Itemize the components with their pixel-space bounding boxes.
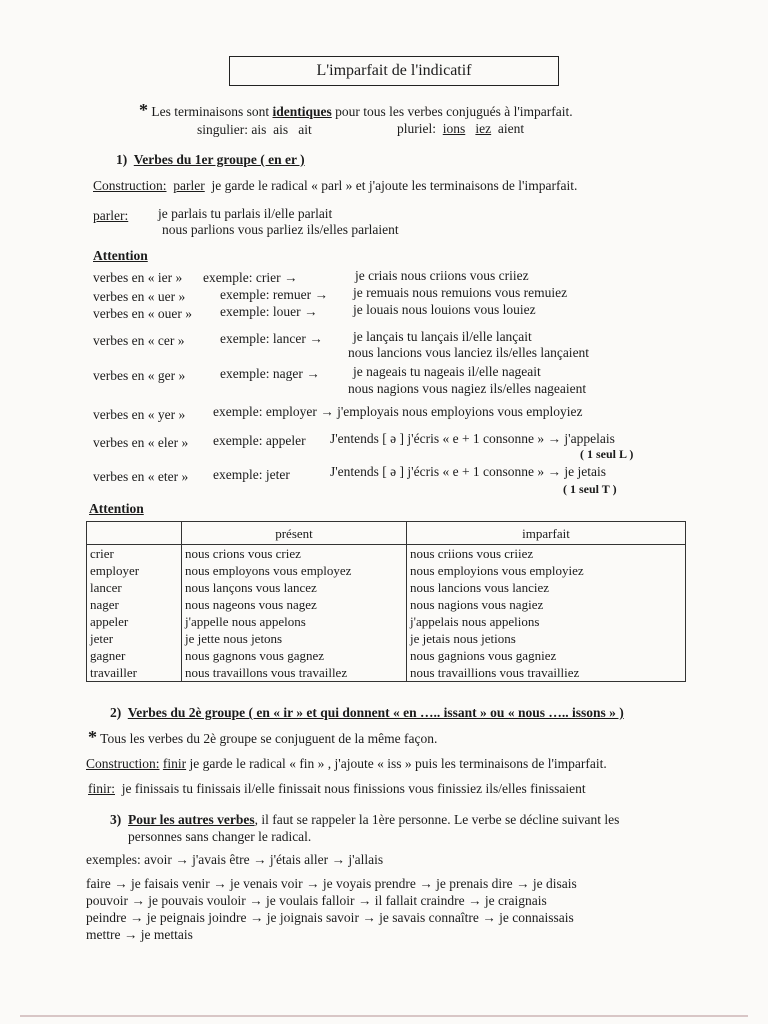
section2-note-line (88, 727, 437, 748)
section1-heading-line (116, 152, 305, 168)
table-cell-imparfait: je jetais nous jetions (407, 630, 686, 647)
section3-line-2: pouvoir → je pouvais vouloir → je voulais falloir → il fallait craindre → je craignais (86, 893, 547, 908)
note-eter: ( 1 seul T ) (563, 482, 617, 496)
construction-text: je garde le radical « fin » , j'ajoute « iss » puis les terminaisons de l'imparfait. (189, 756, 607, 771)
forms-uer: je remuais nous remuions vous remuiez (353, 285, 568, 300)
section2-construction (86, 756, 607, 772)
construction-verb: parler (173, 178, 205, 193)
example-text: je finissais tu finissais il/elle finissait nous finissions vous finissiez ils/elles finissaient (121, 781, 586, 796)
table-cell-verb: employer (87, 562, 182, 579)
table-row (87, 630, 686, 647)
table-cell-verb: lancer (87, 579, 182, 596)
page-title: L'imparfait de l'indicatif (316, 62, 472, 79)
section1-number: 1) (116, 152, 128, 167)
attention-label-2: Attention (89, 501, 144, 516)
table-cell-present: j'appelle nous appelons (182, 613, 407, 630)
section3-line-3: peindre → je peignais joindre → je joignais savoir → je savais connaître → je connaissais (86, 910, 574, 925)
table-cell-verb: crier (87, 545, 182, 563)
section2-number: 2) (110, 705, 122, 720)
table-header-verb (87, 522, 182, 545)
section1-construction (93, 178, 577, 194)
table-cell-present: nous nageons vous nagez (182, 596, 407, 613)
example-line-1: je parlais tu parlais il/elle parlait (158, 206, 333, 221)
table-header-imparfait: imparfait (407, 522, 686, 545)
table-header-row (87, 522, 686, 545)
table-cell-verb: travailler (87, 664, 182, 682)
section2-note: Tous les verbes du 2è groupe se conjuguent de la même façon. (100, 731, 438, 746)
ending-ger: verbes en « ger » (93, 368, 186, 383)
table-header-present: présent (182, 522, 407, 545)
table-cell-present: nous lançons vous lancez (182, 579, 407, 596)
forms-ger-1: je nageais tu nageais il/elle nageait (353, 364, 541, 379)
example-cer: exemple: lancer → (220, 331, 323, 346)
table-cell-imparfait: nous nagions vous nagiez (407, 596, 686, 613)
asterisk-icon: * (139, 100, 148, 120)
example-yer: exemple: employer → j'employais nous employions vous employiez (213, 404, 583, 419)
intro-line (139, 100, 573, 121)
section1-example (93, 208, 128, 224)
section3-line-1: faire → je faisais venir → je venais voir → je voyais prendre → je prenais dire → je disais (86, 876, 577, 891)
singular-endings (197, 122, 312, 138)
table-row (87, 596, 686, 613)
table-cell-present: je jette nous jetons (182, 630, 407, 647)
section3-number: 3) (110, 812, 122, 827)
forms-cer-2: nous lancions vous lanciez ils/elles lançaient (348, 345, 590, 360)
table-cell-imparfait: nous criions vous criiez (407, 545, 686, 563)
plural-ending-3: aient (497, 121, 525, 136)
singular-ending-2: ais (273, 122, 289, 137)
plural-ending-1: ions (442, 121, 466, 136)
ending-eler: verbes en « eler » (93, 435, 189, 450)
construction-label: Construction: (93, 178, 167, 193)
table-cell-verb: nager (87, 596, 182, 613)
example-ouer: exemple: louer → (220, 304, 318, 319)
example-ier: exemple: crier → (203, 270, 298, 285)
ending-yer: verbes en « yer » (93, 407, 186, 422)
singular-label: singulier: ais (197, 122, 267, 137)
section3-heading-line (110, 812, 619, 828)
ending-uer: verbes en « uer » (93, 289, 186, 304)
example-line-2: nous parlions vous parliez ils/elles parlaient (162, 222, 399, 237)
example-eter: exemple: jeter (213, 467, 290, 482)
table-cell-present: nous gagnons vous gagnez (182, 647, 407, 664)
example-eler: exemple: appeler (213, 433, 306, 448)
intro-text-before: Les terminaisons sont (151, 104, 270, 119)
table-row (87, 579, 686, 596)
example-label: parler: (93, 208, 129, 223)
table-cell-present: nous travaillons vous travaillez (182, 664, 407, 682)
singular-ending-3: ait (298, 122, 312, 137)
forms-ouer: je louais nous louions vous louiez (353, 302, 536, 317)
table-cell-imparfait: nous gagnions vous gagniez (407, 647, 686, 664)
table-cell-imparfait: nous employions vous employiez (407, 562, 686, 579)
page-edge-mark (20, 1015, 748, 1017)
section3-examples: exemples: avoir → j'avais être → j'étais aller → j'allais (86, 852, 384, 867)
example-ger: exemple: nager → (220, 366, 320, 381)
table-row (87, 664, 686, 682)
ending-cer: verbes en « cer » (93, 333, 185, 348)
table-cell-verb: appeler (87, 613, 182, 630)
section3-heading: Pour les autres verbes (128, 812, 255, 827)
table-cell-present: nous employons vous employez (182, 562, 407, 579)
rule-eter: J'entends [ ə ] j'écris « e + 1 consonne » → je jetais (330, 464, 607, 479)
table-row (87, 545, 686, 563)
forms-ier: je criais nous criions vous criiez (355, 268, 529, 283)
table-row (87, 562, 686, 579)
attention-label-1: Attention (93, 248, 148, 263)
table-cell-present: nous crions vous criez (182, 545, 407, 563)
asterisk-icon: * (88, 727, 97, 747)
forms-cer-1: je lançais tu lançais il/elle lançait (353, 329, 532, 344)
intro-text-emph: identiques (272, 104, 332, 119)
plural-ending-2: iez (475, 121, 492, 136)
title-box (229, 56, 559, 86)
section3-line-4: mettre → je mettais (86, 927, 193, 942)
table-cell-verb: gagner (87, 647, 182, 664)
table-cell-imparfait: nous travaillions vous travailliez (407, 664, 686, 682)
section1-heading: Verbes du 1er groupe ( en er ) (133, 152, 305, 167)
construction-text: je garde le radical « parl » et j'ajoute les terminaisons de l'imparfait. (211, 178, 578, 193)
ending-eter: verbes en « eter » (93, 469, 189, 484)
example-label: finir: (88, 781, 115, 796)
table-cell-verb: jeter (87, 630, 182, 647)
intro-text-after: pour tous les verbes conjugués à l'imparfait. (335, 104, 573, 119)
table-cell-imparfait: j'appelais nous appelions (407, 613, 686, 630)
plural-endings (397, 121, 524, 137)
section2-heading: Verbes du 2è groupe ( en « ir » et qui donnent « en ….. issant » ou « nous ….. issons » ) (127, 705, 624, 720)
ending-ier: verbes en « ier » (93, 270, 183, 285)
ending-ouer: verbes en « ouer » (93, 306, 192, 321)
example-uer: exemple: remuer → (220, 287, 328, 302)
table-cell-imparfait: nous lancions vous lanciez (407, 579, 686, 596)
note-eler: ( 1 seul L ) (580, 447, 634, 461)
rule-eler: J'entends [ ə ] j'écris « e + 1 consonne » → j'appelais (330, 431, 615, 446)
table-row (87, 613, 686, 630)
forms-ger-2: nous nagions vous nagiez ils/elles nageaient (348, 381, 587, 396)
section3-text-1: , il faut se rappeler la 1ère personne. Le verbe se décline suivant les (254, 812, 620, 827)
conjugation-table (86, 521, 686, 682)
construction-verb: finir (162, 756, 187, 771)
section3-text-2: personnes sans changer le radical. (128, 829, 312, 844)
table-row (87, 647, 686, 664)
plural-label: pluriel: (397, 121, 436, 136)
section2-heading-line (110, 705, 624, 721)
construction-label: Construction: (86, 756, 160, 771)
section2-example (88, 781, 586, 797)
